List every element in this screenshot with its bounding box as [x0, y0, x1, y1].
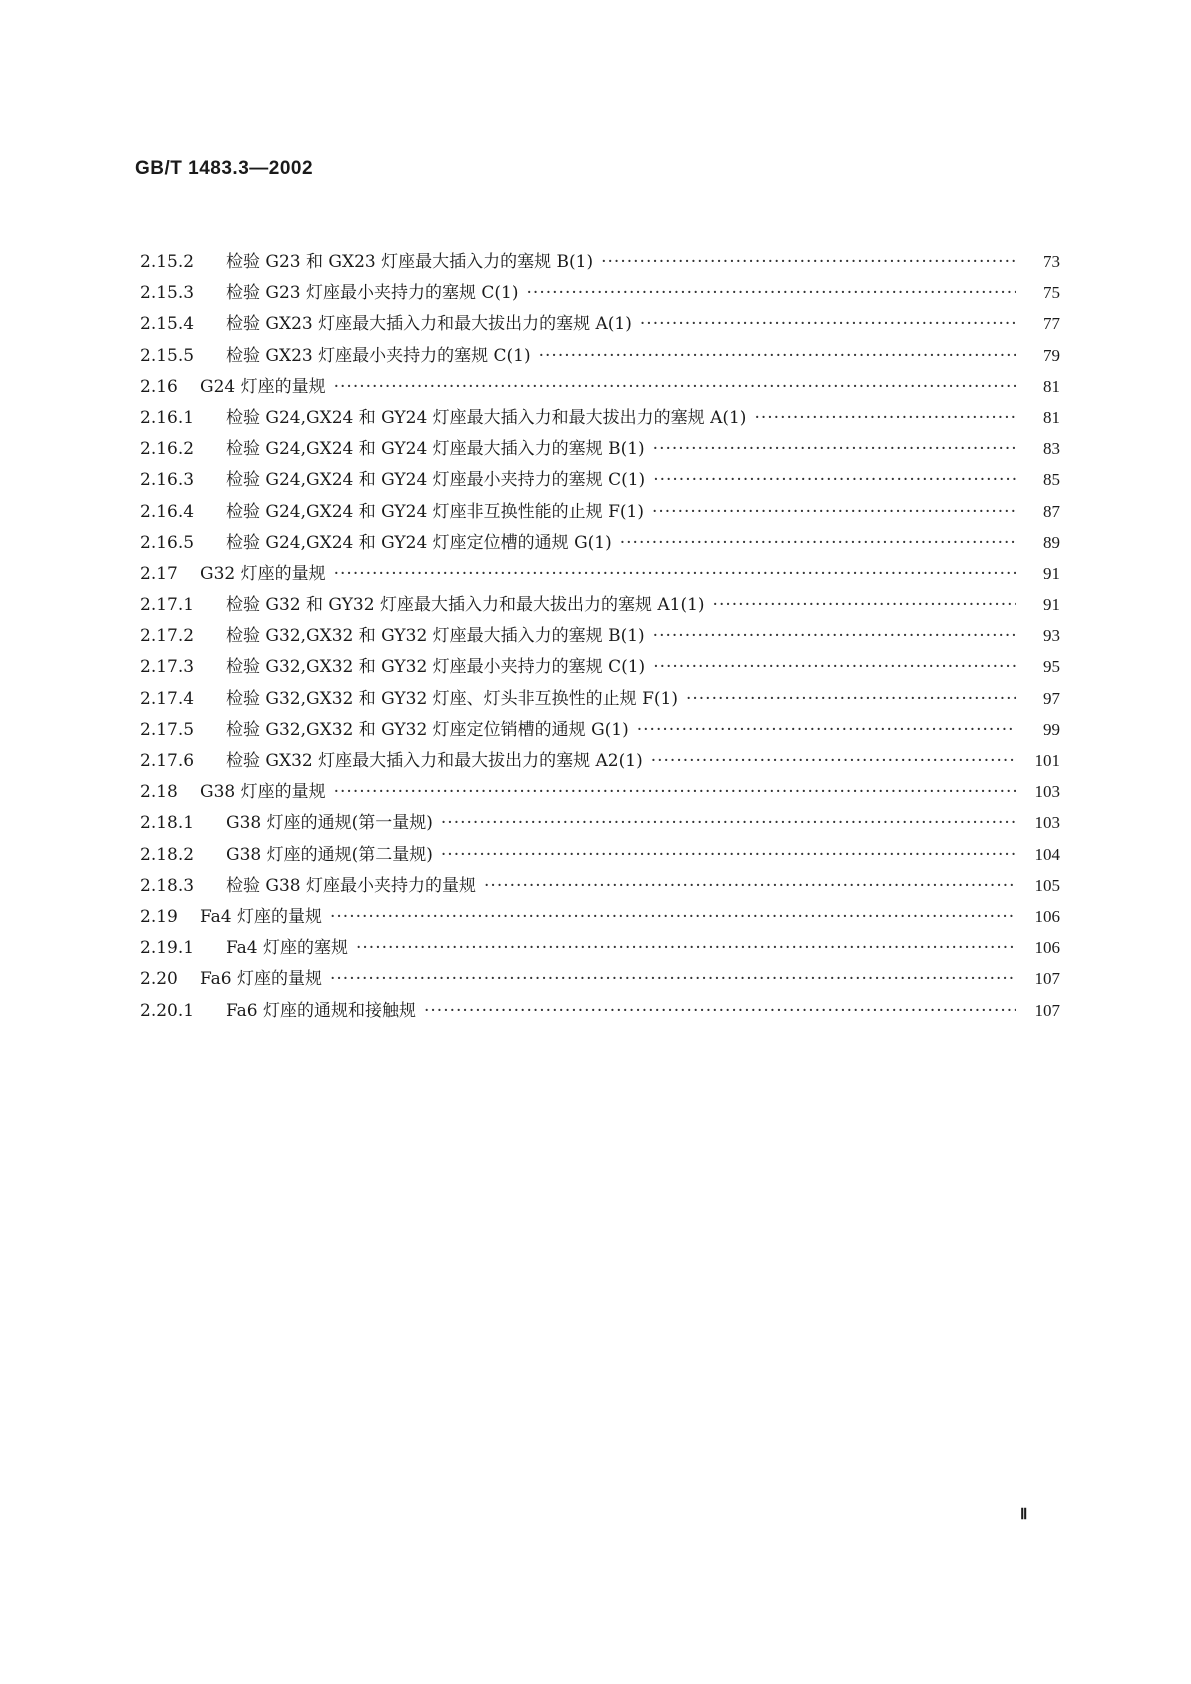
toc-entry-title: G32 灯座的量规 [200, 563, 326, 584]
toc-leader-dots [356, 938, 1016, 958]
toc-entry-page: 91 [1043, 563, 1060, 583]
toc-entry-page: 81 [1043, 407, 1060, 427]
toc-entry-title: Fa6 灯座的量规 [200, 969, 322, 990]
toc-entry[interactable] [140, 559, 1060, 590]
toc-entry-page: 103 [1034, 813, 1060, 833]
toc-leader-dots [653, 470, 1016, 490]
toc-leader-dots [424, 1001, 1016, 1021]
toc-entry-number: 2.19.1 [140, 938, 195, 959]
toc-entry[interactable] [140, 621, 1060, 652]
toc-entry[interactable] [140, 403, 1060, 434]
toc-entry[interactable] [140, 996, 1060, 1027]
toc-entry-page: 75 [1043, 283, 1060, 303]
toc-entry[interactable] [140, 652, 1060, 683]
toc-entry-number: 2.16.4 [140, 501, 195, 522]
toc-entry-number: 2.15.2 [140, 252, 195, 272]
toc-entry-number: 2.18.1 [140, 813, 195, 834]
toc-entry[interactable] [140, 840, 1060, 871]
toc-entry[interactable] [140, 528, 1060, 559]
toc-entry-title: 检验 G32 和 GY32 灯座最大插入力和最大拔出力的塞规 A1(1) [226, 595, 705, 616]
toc-entry-page: 99 [1043, 719, 1060, 739]
toc-leader-dots [441, 813, 1016, 833]
toc-entry-page: 87 [1043, 501, 1060, 521]
toc-entry[interactable] [140, 933, 1060, 964]
toc-leader-dots [601, 252, 1016, 272]
toc-leader-dots [330, 969, 1016, 989]
toc-entry-page: 106 [1034, 906, 1060, 926]
toc-entry[interactable] [140, 902, 1060, 933]
toc-leader-dots [713, 595, 1016, 615]
toc-leader-dots [330, 907, 1016, 927]
toc-entry-number: 2.18 [140, 782, 178, 803]
toc-entry-page: 81 [1043, 376, 1060, 396]
toc-entry[interactable] [140, 372, 1060, 403]
toc-entry-title: 检验 GX32 灯座最大插入力和最大拔出力的塞规 A2(1) [226, 751, 643, 771]
toc-entry-title: 检验 G23 灯座最小夹持力的塞规 C(1) [226, 283, 519, 304]
toc-entry-title: 检验 G38 灯座最小夹持力的量规 [226, 875, 477, 896]
toc-entry-page: 79 [1043, 345, 1060, 365]
toc-entry-title: 检验 G24,GX24 和 GY24 灯座非互换性能的止规 F(1) [226, 501, 644, 522]
toc-leader-dots [686, 689, 1016, 709]
toc-entry-page: 106 [1034, 938, 1060, 958]
toc-entry-title: G38 灯座的通规(第一量规) [226, 813, 433, 834]
toc-entry-page: 77 [1043, 314, 1060, 334]
toc-entry-number: 2.18.3 [140, 875, 195, 896]
toc-entry-page: 93 [1043, 626, 1060, 646]
toc-entry-title: 检验 GX23 灯座最大插入力和最大拔出力的塞规 A(1) [226, 314, 632, 335]
toc-entry-page: 83 [1043, 439, 1060, 459]
toc-entry[interactable] [140, 465, 1060, 496]
toc-entry-number: 2.16.5 [140, 532, 195, 553]
toc-entry-number: 2.17.2 [140, 626, 195, 647]
toc-entry-number: 2.17.5 [140, 719, 195, 740]
toc-entry-title: Fa4 灯座的塞规 [226, 938, 348, 959]
toc-entry-page: 91 [1043, 595, 1060, 615]
toc-entry-title: 检验 G24,GX24 和 GY24 灯座最大插入力和最大拔出力的塞规 A(1) [226, 407, 747, 428]
toc-entry-page: 104 [1034, 844, 1060, 864]
toc-entry-page: 85 [1043, 470, 1060, 490]
toc-leader-dots [651, 751, 1016, 771]
toc-leader-dots [653, 657, 1016, 677]
toc-entry-page: 97 [1043, 688, 1060, 708]
toc-entry[interactable] [140, 746, 1060, 777]
toc-entry-number: 2.17.4 [140, 688, 195, 709]
toc-entry-title: 检验 G24,GX24 和 GY24 灯座定位槽的通规 G(1) [226, 532, 612, 553]
toc-entry-title: 检验 G23 和 GX23 灯座最大插入力的塞规 B(1) [226, 252, 594, 272]
toc-leader-dots [653, 626, 1016, 646]
toc-leader-dots [620, 533, 1016, 553]
toc-entry[interactable] [140, 497, 1060, 528]
toc-entry-number: 2.16.3 [140, 470, 195, 491]
toc-entry[interactable] [140, 684, 1060, 715]
toc-entry[interactable] [140, 715, 1060, 746]
toc-entry[interactable] [140, 309, 1060, 340]
toc-entry[interactable] [140, 964, 1060, 995]
toc-entry[interactable] [140, 434, 1060, 465]
toc-leader-dots [334, 377, 1016, 397]
toc-entry[interactable] [140, 278, 1060, 309]
page-number: Ⅱ [1020, 1507, 1028, 1523]
toc-entry-number: 2.17 [140, 563, 178, 584]
toc-leader-dots [640, 314, 1016, 334]
toc-entry-number: 2.18.2 [140, 844, 195, 865]
toc-entry-number: 2.20.1 [140, 1000, 195, 1021]
toc-entry-title: G38 灯座的量规 [200, 782, 326, 803]
toc-entry-title: 检验 G32,GX32 和 GY32 灯座、灯头非互换性的止规 F(1) [226, 688, 678, 709]
toc-entry-page: 103 [1034, 782, 1060, 802]
toc-entry-number: 2.15.3 [140, 283, 195, 304]
toc-entry[interactable] [140, 247, 1060, 278]
toc-entry[interactable] [140, 808, 1060, 839]
toc-leader-dots [441, 845, 1016, 865]
toc-entry-title: Fa4 灯座的量规 [200, 906, 322, 927]
toc-entry-page: 73 [1043, 252, 1060, 271]
toc-entry-number: 2.15.4 [140, 314, 195, 335]
toc-leader-dots [637, 720, 1016, 740]
toc-entry-title: G24 灯座的量规 [200, 376, 326, 397]
toc-leader-dots [652, 502, 1016, 522]
toc-leader-dots [334, 564, 1016, 584]
toc-entry-number: 2.17.1 [140, 595, 195, 616]
toc-leader-dots [539, 346, 1016, 366]
toc-entry-number: 2.17.6 [140, 751, 195, 771]
toc-entry-page: 89 [1043, 532, 1060, 552]
toc-entry-title: 检验 G24,GX24 和 GY24 灯座最大插入力的塞规 B(1) [226, 439, 645, 460]
toc-entry-page: 95 [1043, 657, 1060, 677]
toc-entry-number: 2.16.2 [140, 439, 195, 460]
toc-leader-dots [527, 283, 1016, 303]
toc-leader-dots [334, 782, 1016, 802]
toc-entry-page: 101 [1034, 751, 1060, 770]
toc-leader-dots [754, 408, 1016, 428]
toc-leader-dots [653, 439, 1016, 459]
toc-entry-number: 2.16 [140, 376, 178, 397]
toc-leader-dots [484, 876, 1016, 896]
toc-entry-page: 107 [1034, 969, 1060, 989]
toc-entry[interactable] [140, 590, 1060, 621]
toc-entry-title: 检验 G32,GX32 和 GY32 灯座定位销槽的通规 G(1) [226, 719, 629, 740]
toc-entry[interactable] [140, 341, 1060, 372]
toc-entry-page: 105 [1034, 875, 1060, 895]
toc-entry[interactable] [140, 777, 1060, 808]
toc-entry-title: G38 灯座的通规(第二量规) [226, 844, 433, 865]
toc-entry-title: 检验 G32,GX32 和 GY32 灯座最大插入力的塞规 B(1) [226, 626, 645, 647]
toc-entry-title: 检验 G24,GX24 和 GY24 灯座最小夹持力的塞规 C(1) [226, 470, 646, 491]
toc-entry-title: Fa6 灯座的通规和接触规 [226, 1000, 416, 1021]
toc-entry-title: 检验 G32,GX32 和 GY32 灯座最小夹持力的塞规 C(1) [226, 657, 646, 678]
toc-entry[interactable] [140, 871, 1060, 902]
toc-entry-number: 2.19 [140, 906, 178, 927]
toc-entry-number: 2.17.3 [140, 657, 195, 678]
toc-entry-page: 107 [1034, 1000, 1060, 1020]
toc-entry-number: 2.20 [140, 969, 178, 990]
document-id: GB/T 1483.3—2002 [135, 158, 314, 179]
toc-entry-number: 2.16.1 [140, 407, 195, 428]
toc-entry-title: 检验 GX23 灯座最小夹持力的塞规 C(1) [226, 345, 531, 366]
toc-entry-number: 2.15.5 [140, 345, 195, 366]
table-of-contents [140, 247, 1060, 1027]
